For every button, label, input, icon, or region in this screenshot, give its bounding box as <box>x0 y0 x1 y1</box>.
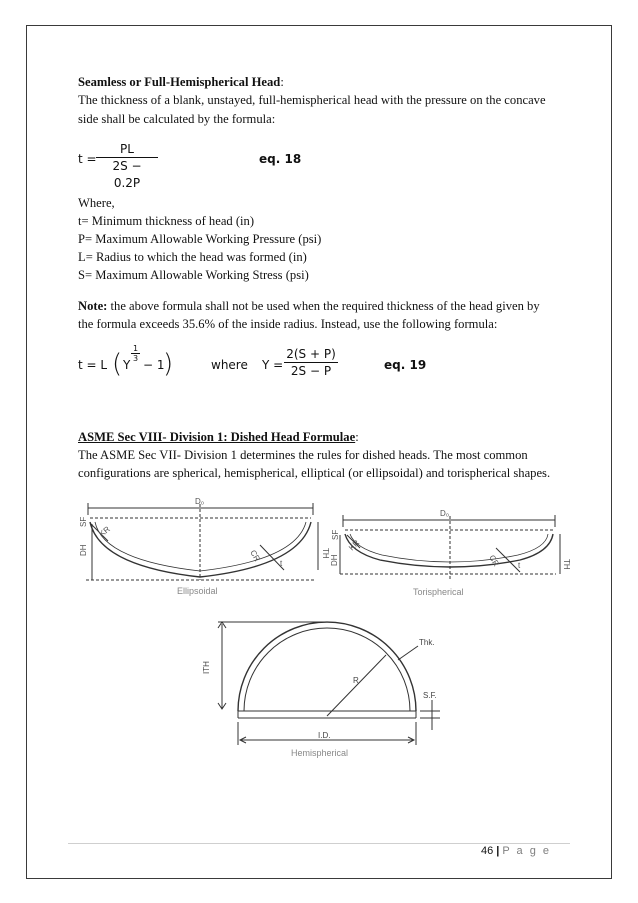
eq19-right-paren: ) <box>163 349 174 379</box>
hemispherical-head-diagram <box>218 622 440 745</box>
ellipsoidal-caption: Ellipsoidal <box>177 586 218 596</box>
eq19-y-lhs: Y = <box>262 358 284 372</box>
ellipsoidal-sf-label: SF <box>79 516 88 527</box>
ellipsoidal-th-label: TH <box>321 548 330 559</box>
eq19-numerator: 2(S + P) <box>286 347 336 361</box>
torispherical-caption: Torispherical <box>413 587 464 597</box>
section2-line-1: The ASME Sec VII- Division 1 determines the rules for dished heads. The most common <box>78 448 528 462</box>
definition-s: S= Maximum Allowable Working Stress (psi) <box>78 268 309 282</box>
ellipsoidal-kr-label: KR <box>97 524 112 539</box>
torispherical-th-label: TH <box>562 559 571 570</box>
eq19-where: where <box>211 358 248 372</box>
eq19-base: Y <box>123 358 131 372</box>
torispherical-t-label: t <box>518 561 521 570</box>
heading-dished-colon: : <box>355 430 359 444</box>
note-text-1: the above formula shall not be used when the required thickness of the head given by <box>107 299 540 313</box>
torispherical-do-label: D₀ <box>440 509 450 518</box>
hemispherical-sf-label: S.F. <box>423 691 437 700</box>
definition-l: L= Radius to which the head was formed (in) <box>78 250 307 264</box>
heading-dished-text: ASME Sec VIII- Division 1: Dished Head Formulae <box>78 430 356 444</box>
hemispherical-r-label: R <box>353 676 359 685</box>
intro-line-1: The thickness of a blank, unstayed, full-hemispherical head with the pressure on the concave <box>78 93 546 107</box>
footer-separator: | <box>496 845 500 857</box>
definition-p: P= Maximum Allowable Working Pressure (psi) <box>78 232 322 246</box>
eq19-denominator: 2S − P <box>284 362 338 380</box>
eq18-lhs: t = <box>78 152 97 166</box>
where-label: Where, <box>78 196 115 210</box>
page-footer <box>481 845 551 857</box>
ellipsoidal-dh-label: DH <box>79 544 88 556</box>
torispherical-kr-label: KR <box>347 538 362 553</box>
eq18-numerator: PL <box>120 142 134 156</box>
page-number: 46 <box>481 845 494 857</box>
heading-colon: : <box>280 75 284 89</box>
eq19-exp-num: 1 <box>133 344 139 353</box>
section2-line-2: configurations are spherical, hemispherical, elliptical (or ellipsoidal) and torispherical shapes. <box>78 466 551 480</box>
eq19-minus-one: − 1 <box>143 358 165 372</box>
note-label: Note: <box>78 299 108 313</box>
hemispherical-caption: Hemispherical <box>291 748 349 758</box>
definition-t: t= Minimum thickness of head (in) <box>78 214 255 228</box>
footer-rule <box>68 843 570 844</box>
ellipsoidal-do-label: D₀ <box>195 497 205 506</box>
torispherical-sf-label: SF <box>331 529 340 540</box>
eq19-exp-den: 3 <box>133 354 139 363</box>
ellipsoidal-t-label: t <box>280 559 283 568</box>
hemispherical-ith-label: ITH <box>202 661 211 674</box>
torispherical-dh-label: DH <box>330 554 339 566</box>
eq19-lhs: t = L <box>78 358 108 372</box>
ellipsoidal-head-diagram <box>86 503 318 580</box>
intro-line-2: side shall be calculated by the formula: <box>78 112 276 126</box>
page-word: P a g e <box>502 845 551 857</box>
torispherical-head-diagram <box>340 515 560 580</box>
ellipsoidal-cr-label: CR <box>248 548 262 564</box>
eq18-denominator: 2S − 0.2P <box>96 157 158 192</box>
torispherical-cr-label: CR <box>487 553 501 569</box>
note-line-2: the formula exceeds 35.6% of the inside radius. Instead, use the following formula: <box>78 317 498 331</box>
eq19-left-paren: ( <box>112 349 123 379</box>
eq19-tag: eq. 19 <box>384 358 427 372</box>
eq18-tag: eq. 18 <box>259 152 302 166</box>
hemispherical-thk-label: Thk. <box>419 638 435 647</box>
hemispherical-id-label: I.D. <box>318 731 331 740</box>
heading-text: Seamless or Full-Hemispherical Head <box>78 75 281 89</box>
